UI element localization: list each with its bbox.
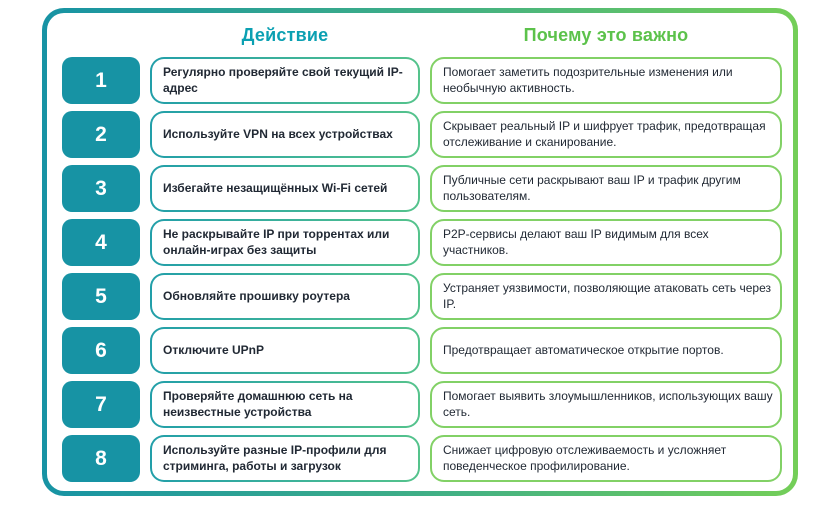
table-row	[62, 327, 782, 374]
why-cell	[430, 273, 782, 320]
action-text: Используйте VPN на всех устройствах	[163, 126, 393, 141]
why-text: Помогает заметить подозрительные изменения или необычную активность.	[443, 64, 733, 95]
action-cell	[150, 57, 420, 104]
row-number-badge: 5	[62, 273, 140, 320]
table-row	[62, 273, 782, 320]
action-text: Используйте разные IP-профили для стриминга, работы и загрузок	[163, 442, 387, 473]
action-text: Обновляйте прошивку роутера	[163, 288, 350, 303]
row-number-badge: 2	[62, 111, 140, 158]
column-header-action: Действие	[241, 24, 329, 45]
action-text: Проверяйте домашнюю сеть на неизвестные устройства	[163, 388, 353, 419]
action-cell	[150, 219, 420, 266]
why-text: Скрывает реальный IP и шифрует трафик, предотвращая отслеживание и сканирование.	[443, 118, 766, 149]
row-number-badge: 7	[62, 381, 140, 428]
why-text: Публичные сети раскрывают ваш IP и трафик другим пользователям.	[443, 172, 741, 203]
table-row	[62, 219, 782, 266]
action-cell	[150, 435, 420, 482]
action-cell	[150, 327, 420, 374]
table-row	[62, 57, 782, 104]
action-cell	[150, 165, 420, 212]
row-number-badge: 8	[62, 435, 140, 482]
table-card-inner	[47, 13, 793, 491]
row-number-badge: 3	[62, 165, 140, 212]
why-cell	[430, 219, 782, 266]
row-number-badge: 1	[62, 57, 140, 104]
column-header-why: Почему это важно	[523, 24, 689, 45]
action-text: Избегайте незащищённых Wi-Fi сетей	[163, 180, 388, 195]
why-cell	[430, 381, 782, 428]
why-cell	[430, 327, 782, 374]
table-card	[42, 8, 798, 496]
why-text: Помогает выявить злоумышленников, использующих вашу сеть.	[443, 388, 773, 419]
why-text: Снижает цифровую отслеживаемость и усложняет поведенческое профилирование.	[443, 442, 727, 473]
row-number-badge: 6	[62, 327, 140, 374]
action-cell	[150, 381, 420, 428]
action-cell	[150, 111, 420, 158]
table-row	[62, 381, 782, 428]
why-cell	[430, 111, 782, 158]
table-header	[62, 13, 782, 57]
action-text: Отключите UPnP	[163, 342, 265, 357]
why-text: Устраняет уязвимости, позволяющие атаковать сеть через IP.	[443, 280, 772, 311]
why-text: P2P-сервисы делают ваш IP видимым для всех участников.	[443, 226, 709, 257]
table-row	[62, 435, 782, 482]
why-cell	[430, 165, 782, 212]
why-cell	[430, 435, 782, 482]
why-text: Предотвращает автоматическое открытие портов.	[443, 342, 724, 357]
table-row	[62, 165, 782, 212]
table-row	[62, 111, 782, 158]
action-cell	[150, 273, 420, 320]
action-text: Не раскрывайте IP при торрентах или онлайн-играх без защиты	[163, 226, 390, 257]
action-text: Регулярно проверяйте свой текущий IP-адрес	[163, 64, 403, 95]
row-number-badge: 4	[62, 219, 140, 266]
why-cell	[430, 57, 782, 104]
